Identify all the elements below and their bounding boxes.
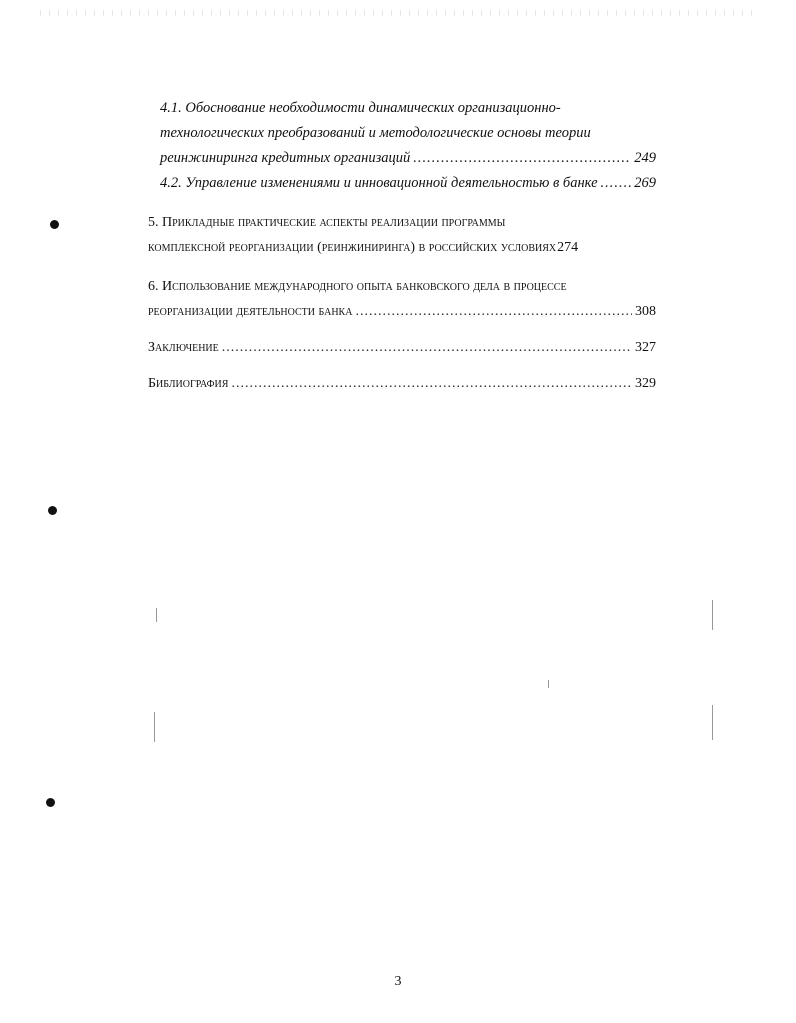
binding-hole-mark <box>50 220 59 229</box>
table-of-contents <box>148 96 656 396</box>
toc-page-number: 327 <box>635 340 656 355</box>
toc-entry-conclusion <box>148 335 656 360</box>
toc-entry-text: Библиография <box>148 376 229 391</box>
toc-entry-text: 6. Использование международного опыта банковского дела в процессе <box>148 279 567 294</box>
toc-entry-text: реинжиниринга кредитных организаций <box>160 150 411 166</box>
leader-dots <box>413 146 631 171</box>
scan-noise-top <box>40 10 756 16</box>
scan-speck <box>712 705 713 740</box>
toc-entry-text: Заключение <box>148 340 219 355</box>
leader-dots <box>231 371 632 396</box>
toc-entry-5 <box>148 210 656 260</box>
toc-entry-text: технологических преобразований и методологические основы теории <box>160 125 591 141</box>
toc-entry-text: 5. Прикладные практические аспекты реализации программы <box>148 215 506 230</box>
toc-entry-4-1 <box>148 96 656 171</box>
scan-speck <box>548 680 549 688</box>
binding-hole-mark <box>48 506 57 515</box>
scan-speck <box>154 712 155 742</box>
binding-hole-mark <box>46 798 55 807</box>
page-number: 3 <box>394 974 402 989</box>
toc-entry-bibliography <box>148 371 656 396</box>
scan-speck <box>156 608 157 622</box>
leader-dots <box>222 335 632 360</box>
leader-dots <box>601 171 632 196</box>
toc-entry-text: реорганизации деятельности банка <box>148 304 353 319</box>
toc-page-number: 308 <box>635 304 656 319</box>
toc-entry-text: 4.2. Управление изменениями и инновационной деятельностью в банке <box>160 175 598 191</box>
scan-speck <box>712 600 713 630</box>
toc-entry-text: 4.1. Обоснование необходимости динамических организационно- <box>160 100 561 116</box>
toc-entry-4-2 <box>148 171 656 196</box>
toc-entry-6 <box>148 274 656 324</box>
toc-page-number: 329 <box>635 376 656 391</box>
toc-page-number: 274 <box>557 240 579 255</box>
leader-dots <box>355 299 632 324</box>
toc-page-number: 269 <box>634 175 656 191</box>
toc-page-number: 249 <box>634 150 656 166</box>
toc-entry-text: комплексной реорганизации (реинжиниринга) в российских условиях <box>148 240 557 255</box>
